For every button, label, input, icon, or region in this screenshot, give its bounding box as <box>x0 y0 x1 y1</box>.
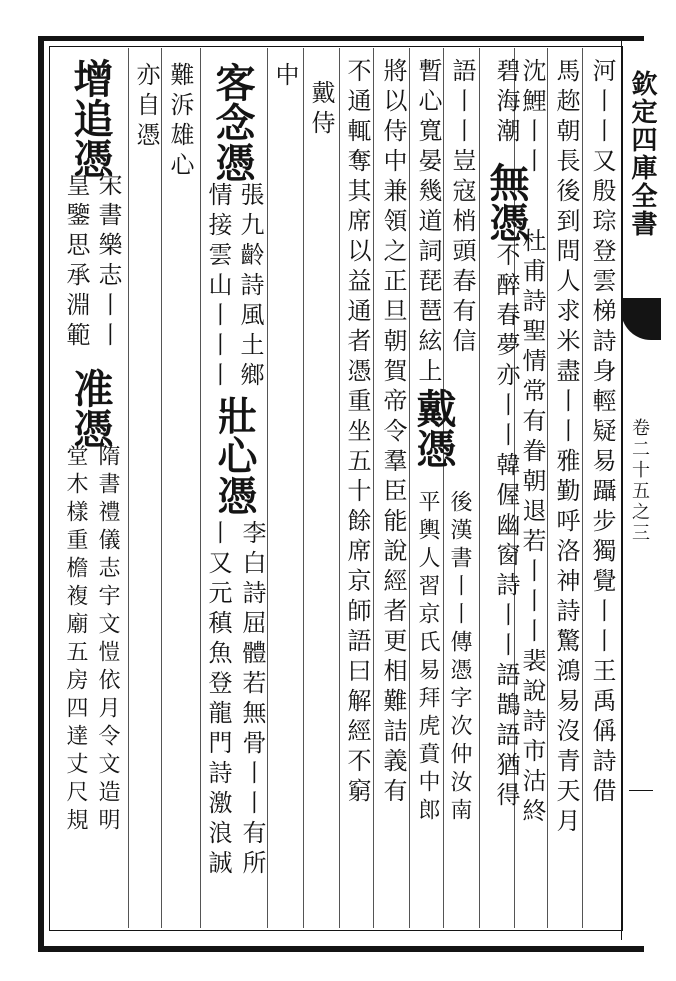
entry-headword: 增追憑 <box>67 58 114 178</box>
column-text: 平輿人習京氏易拜虎賁中郎 <box>415 490 440 826</box>
text-column-1 <box>590 58 614 808</box>
column-text: 丨又元稹魚登龍門詩激浪誠 <box>204 520 232 880</box>
column-text: 後漢書丨丨傳憑字次仲汝南 <box>447 490 472 826</box>
column-rule <box>582 48 583 928</box>
entry-headword: 壯心憑 <box>211 395 258 515</box>
column-text: 河丨丨又殷琮登雲梯詩身輕疑易躡步獨覺丨丨王禹偁詩借 <box>588 58 616 808</box>
column-rule <box>303 48 304 928</box>
text-column-9 <box>309 80 333 140</box>
text-column-2 <box>554 58 578 838</box>
column-text: 情接雲山丨丨丨 <box>204 182 232 392</box>
text-column-5 <box>450 58 474 358</box>
entry-headword: 無憑 <box>483 162 530 242</box>
column-rule <box>373 48 374 928</box>
column-text: 語丨丨豈寇梢頭春有信 <box>448 58 476 358</box>
column-text: 暫心寬晏幾道詞琵琶絃上 <box>414 58 442 388</box>
column-text: 皇鑒思承淵範 <box>62 172 90 352</box>
column-rule <box>409 48 410 928</box>
column-text: 杜甫詩聖情常有眷朝退若丨丨丨裴說詩市沽終 <box>518 228 546 828</box>
column-text: 堂木樣重檐複廟五房四達丈尺規 <box>63 444 88 836</box>
column-text: 馬趂朝長後到問人求米盡丨丨雅勤呼洛神詩驚鴻易沒青天月 <box>552 58 580 838</box>
text-column-6b <box>448 490 470 826</box>
side-tick-mark <box>629 790 653 791</box>
entry-headword: 客念憑 <box>209 62 256 182</box>
column-text: 李白詩屈體若無骨丨丨有所 <box>238 520 266 880</box>
entry-headword: 戴憑 <box>410 388 457 468</box>
text-column-10d <box>206 520 230 880</box>
column-text: 沈鯉丨丨 <box>518 58 546 178</box>
text-column-12 <box>134 62 158 152</box>
column-rule <box>128 48 129 928</box>
text-column-10c <box>240 520 264 880</box>
column-text: 中 <box>271 62 299 92</box>
text-column-13a <box>96 172 120 352</box>
text-column-7 <box>381 58 405 808</box>
column-rule <box>479 48 480 928</box>
text-column-14b <box>64 444 86 836</box>
column-rule <box>200 48 201 928</box>
column-text: 隋書禮儀志宇文愷依月令文造明 <box>95 444 120 836</box>
book-title: 欽定四庫全書 <box>627 70 657 238</box>
column-rule <box>547 48 548 928</box>
text-column-11 <box>168 62 192 182</box>
column-text: 難泝雄心 <box>166 62 194 182</box>
column-rule <box>267 48 268 928</box>
entry-headword: 准憑 <box>67 368 114 448</box>
column-text: 戴侍 <box>307 80 335 140</box>
text-column-6c <box>416 490 438 826</box>
text-column-9b <box>273 62 297 92</box>
column-text: 不通輒奪其席以益通者憑重坐五十餘席京師語曰解經不窮 <box>343 58 371 808</box>
text-column-14a <box>96 444 118 836</box>
text-column-4 <box>483 58 530 812</box>
column-rule <box>443 48 444 928</box>
volume-label: 卷二十五之三 <box>629 418 650 544</box>
column-text: 張九齡詩風土鄉 <box>236 182 264 392</box>
text-column-10b <box>206 182 230 392</box>
text-column-8 <box>345 58 369 808</box>
text-column-10a <box>238 182 262 392</box>
column-text: 亦自憑 <box>132 62 160 152</box>
text-column-13b <box>64 172 88 352</box>
column-text: 宋書樂志丨丨 <box>94 172 122 352</box>
column-text: 碧海潮 <box>492 58 520 148</box>
text-column-6 <box>416 58 440 388</box>
column-rule <box>339 48 340 928</box>
column-text: 不醉春夢亦丨丨韓偓幽窗詩丨丨語鵲語猶得 <box>492 242 520 812</box>
column-rule <box>161 48 162 928</box>
column-text: 將以侍中兼領之正旦朝賀帝令羣臣能說經者更相難詰義有 <box>379 58 407 808</box>
